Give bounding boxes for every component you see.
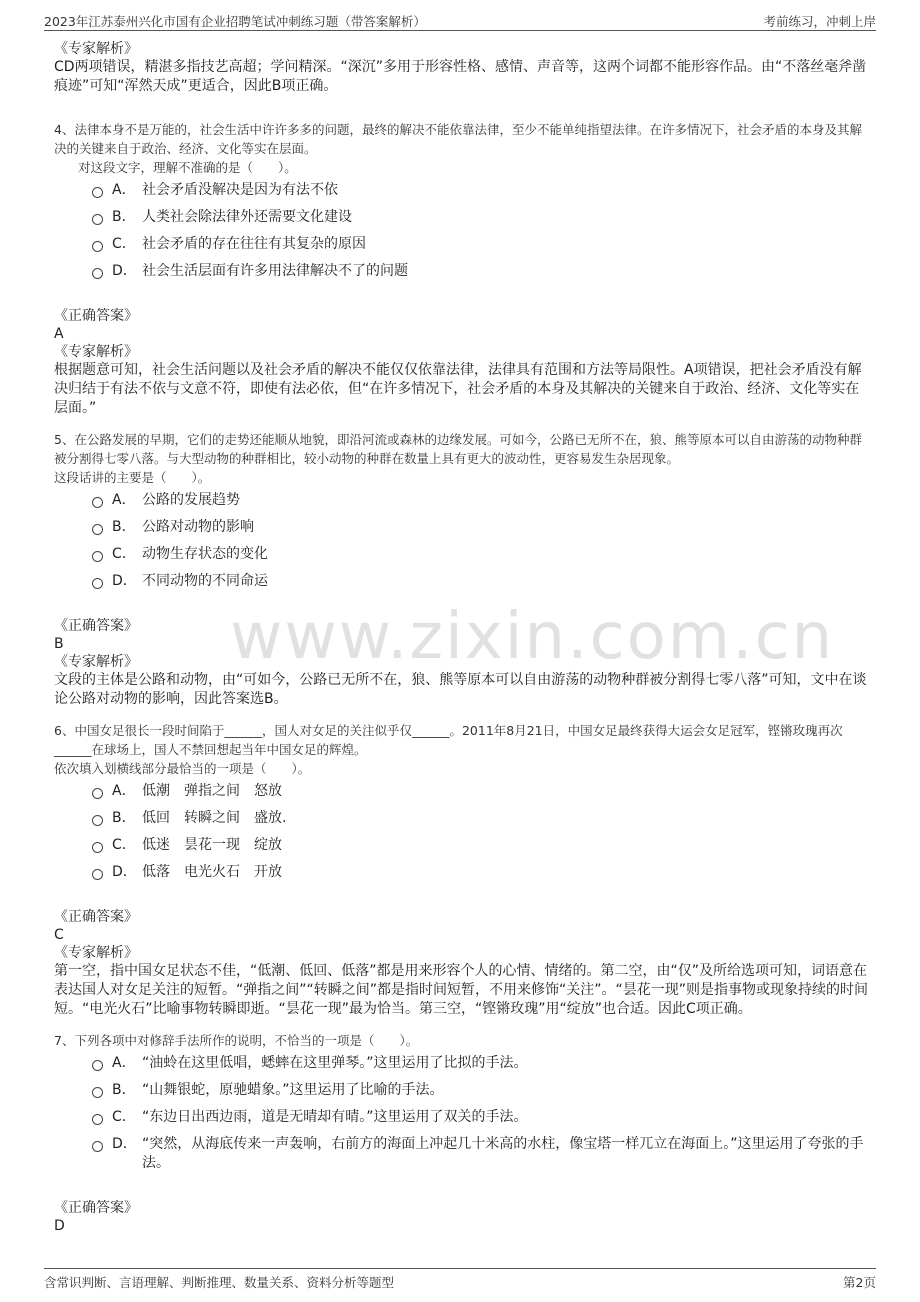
correct-answer: D — [54, 1218, 65, 1234]
option-list — [92, 782, 872, 882]
option-a[interactable]: A． “油蛉在这里低唱，蟋蟀在这里弹琴。”这里运用了比拟的手法。 — [92, 1054, 872, 1073]
answer-label: 《正确答案》 — [54, 1200, 138, 1216]
question-7 — [54, 1031, 872, 1235]
option-list — [92, 1054, 872, 1173]
option-a[interactable]: A． 低潮 弹指之间 怒放 — [92, 782, 872, 801]
answer-label: 《正确答案》 — [54, 909, 138, 925]
expert-label: 《专家解析》 — [54, 654, 138, 670]
option-d[interactable]: D． 不同动物的不同命运 — [92, 572, 872, 591]
header-tagline: 考前练习，冲刺上岸 — [763, 14, 876, 29]
correct-answer: A — [54, 326, 64, 342]
option-d[interactable]: D． “突然，从海底传来一声轰响，右前方的海面上冲起几十米高的水柱，像宝塔一样兀立在海面上。”这里运用了夸张的手法。 — [92, 1135, 872, 1173]
question-stem: 4、法律本身不是万能的，社会生活中许许多多的问题，最终的解决不能依靠法律，至少不能单纯指望法律。在许多情况下，社会矛盾的本身及其解决的关键来自于政治、经济、文化等实在层面。 — [54, 122, 862, 156]
explanation: 文段的主体是公路和动物，由“可如今，公路已无所不在，狼、熊等原本可以自由游荡的动物种群被分割得七零八落”可知，文中在谈论公路对动物的影响，因此答案选B。 — [54, 672, 867, 707]
prev-explanation: CD两项错误，精湛多指技艺高超；学问精深。“深沉”多用于形容性格、感情、声音等，这两个词都不能形容作品。由“不落丝毫斧凿痕迹”可知“浑然天成”更适合，因此B项正确。 — [54, 59, 867, 94]
document-title: 2023年江苏泰州兴化市国有企业招聘笔试冲刺练习题（带答案解析） — [44, 14, 426, 29]
option-b[interactable]: B． 低回 转瞬之间 盛放. — [92, 809, 872, 828]
question-prompt: 对这段文字，理解不准确的是（ ）。 — [78, 160, 297, 175]
radio-icon[interactable] — [92, 187, 103, 198]
option-c[interactable]: C． 动物生存状态的变化 — [92, 545, 872, 564]
option-list — [92, 181, 872, 281]
page-footer — [44, 1268, 876, 1293]
radio-icon[interactable] — [92, 578, 103, 589]
answer-label: 《正确答案》 — [54, 618, 138, 634]
radio-icon[interactable] — [92, 788, 103, 799]
correct-answer: B — [54, 636, 64, 652]
page-header — [44, 8, 876, 31]
radio-icon[interactable] — [92, 241, 103, 252]
option-a[interactable]: A． 社会矛盾没解决是因为有法不依 — [92, 181, 872, 200]
expert-label: 《专家解析》 — [54, 344, 138, 360]
radio-icon[interactable] — [92, 869, 103, 880]
radio-icon[interactable] — [92, 1060, 103, 1071]
option-d[interactable]: D． 社会生活层面有许多用法律解决不了的问题 — [92, 262, 872, 281]
explanation: 根据题意可知，社会生活问题以及社会矛盾的解决不能仅仅依靠法律，法律具有范围和方法等局限性。A项错误，把社会矛盾没有解决归结于有法不依与文意不符，即使有法必依，但“在许多情况下，社会矛盾的本身及其解决的关键来自于政治、经济、文化等实在层面。” — [54, 362, 862, 416]
expert-label: 《专家解析》 — [54, 41, 138, 57]
option-c[interactable]: C． 低迷 昙花一现 绽放 — [92, 836, 872, 855]
option-list — [92, 491, 872, 591]
explanation: 第一空，指中国女足状态不佳，“低潮、低回、低落”都是用来形容个人的心情、情绪的。第二空，由“仅”及所给选项可知，词语意在表达国人对女足关注的短暂。“弹指之间”“转瞬之间”都是指时间短暂，不用来修饰“关注”。“昙花一现”则是指事物或现象持续的时间短。“电光火石”比喻事物转瞬即逝。“昙花一现”最为恰当。第三空，“铿锵玫瑰”用“绽放”也合适。因此C项正确。 — [54, 963, 869, 1017]
option-b[interactable]: B． 公路对动物的影响 — [92, 518, 872, 537]
radio-icon[interactable] — [92, 1114, 103, 1125]
watermark: www.zixin.com.cn — [230, 600, 835, 674]
option-a[interactable]: A． 公路的发展趋势 — [92, 491, 872, 510]
question-stem: 6、中国女足很长一段时间陷于______，国人对女足的关注似乎仅______。2011年8月21日，中国女足最终获得大运会女足冠军，铿锵玫瑰再次______在球场上，国人不禁回想起当年中国女足的辉煌。 — [54, 723, 843, 757]
question-prompt: 这段话讲的主要是（ ）。 — [54, 470, 211, 485]
radio-icon[interactable] — [92, 214, 103, 225]
footer-subjects: 含常识判断、言语理解、判断推理、数量关系、资料分析等题型 — [44, 1275, 395, 1290]
option-c[interactable]: C． 社会矛盾的存在往往有其复杂的原因 — [92, 235, 872, 254]
radio-icon[interactable] — [92, 842, 103, 853]
radio-icon[interactable] — [92, 524, 103, 535]
question-stem: 7、下列各项中对修辞手法所作的说明，不恰当的一项是（ ）。 — [54, 1033, 419, 1048]
correct-answer: C — [54, 927, 64, 943]
page-number: 第2页 — [843, 1275, 876, 1290]
radio-icon[interactable] — [92, 815, 103, 826]
option-d[interactable]: D． 低落 电光火石 开放 — [92, 863, 872, 882]
question-5 — [54, 430, 872, 709]
answer-label: 《正确答案》 — [54, 308, 138, 324]
question-6 — [54, 721, 872, 1019]
expert-label: 《专家解析》 — [54, 945, 138, 961]
option-b[interactable]: B． “山舞银蛇，原驰蜡象。”这里运用了比喻的手法。 — [92, 1081, 872, 1100]
option-b[interactable]: B． 人类社会除法律外还需要文化建设 — [92, 208, 872, 227]
radio-icon[interactable] — [92, 1087, 103, 1098]
question-stem: 5、在公路发展的早期，它们的走势还能顺从地貌，即沿河流或森林的边缘发展。可如今，公路已无所不在，狼、熊等原本可以自由游荡的动物种群被分割得七零八落。与大型动物的种群相比，较小动物的种群在数量上具有更大的波动性，更容易发生杂居现象。 — [54, 432, 862, 466]
radio-icon[interactable] — [92, 268, 103, 279]
question-prompt: 依次填入划横线部分最恰当的一项是（ ）。 — [54, 761, 311, 776]
option-c[interactable]: C． “东边日出西边雨，道是无晴却有晴。”这里运用了双关的手法。 — [92, 1108, 872, 1127]
document-body — [54, 40, 872, 1235]
radio-icon[interactable] — [92, 497, 103, 508]
radio-icon[interactable] — [92, 1141, 103, 1152]
question-4 — [54, 120, 872, 418]
radio-icon[interactable] — [92, 551, 103, 562]
